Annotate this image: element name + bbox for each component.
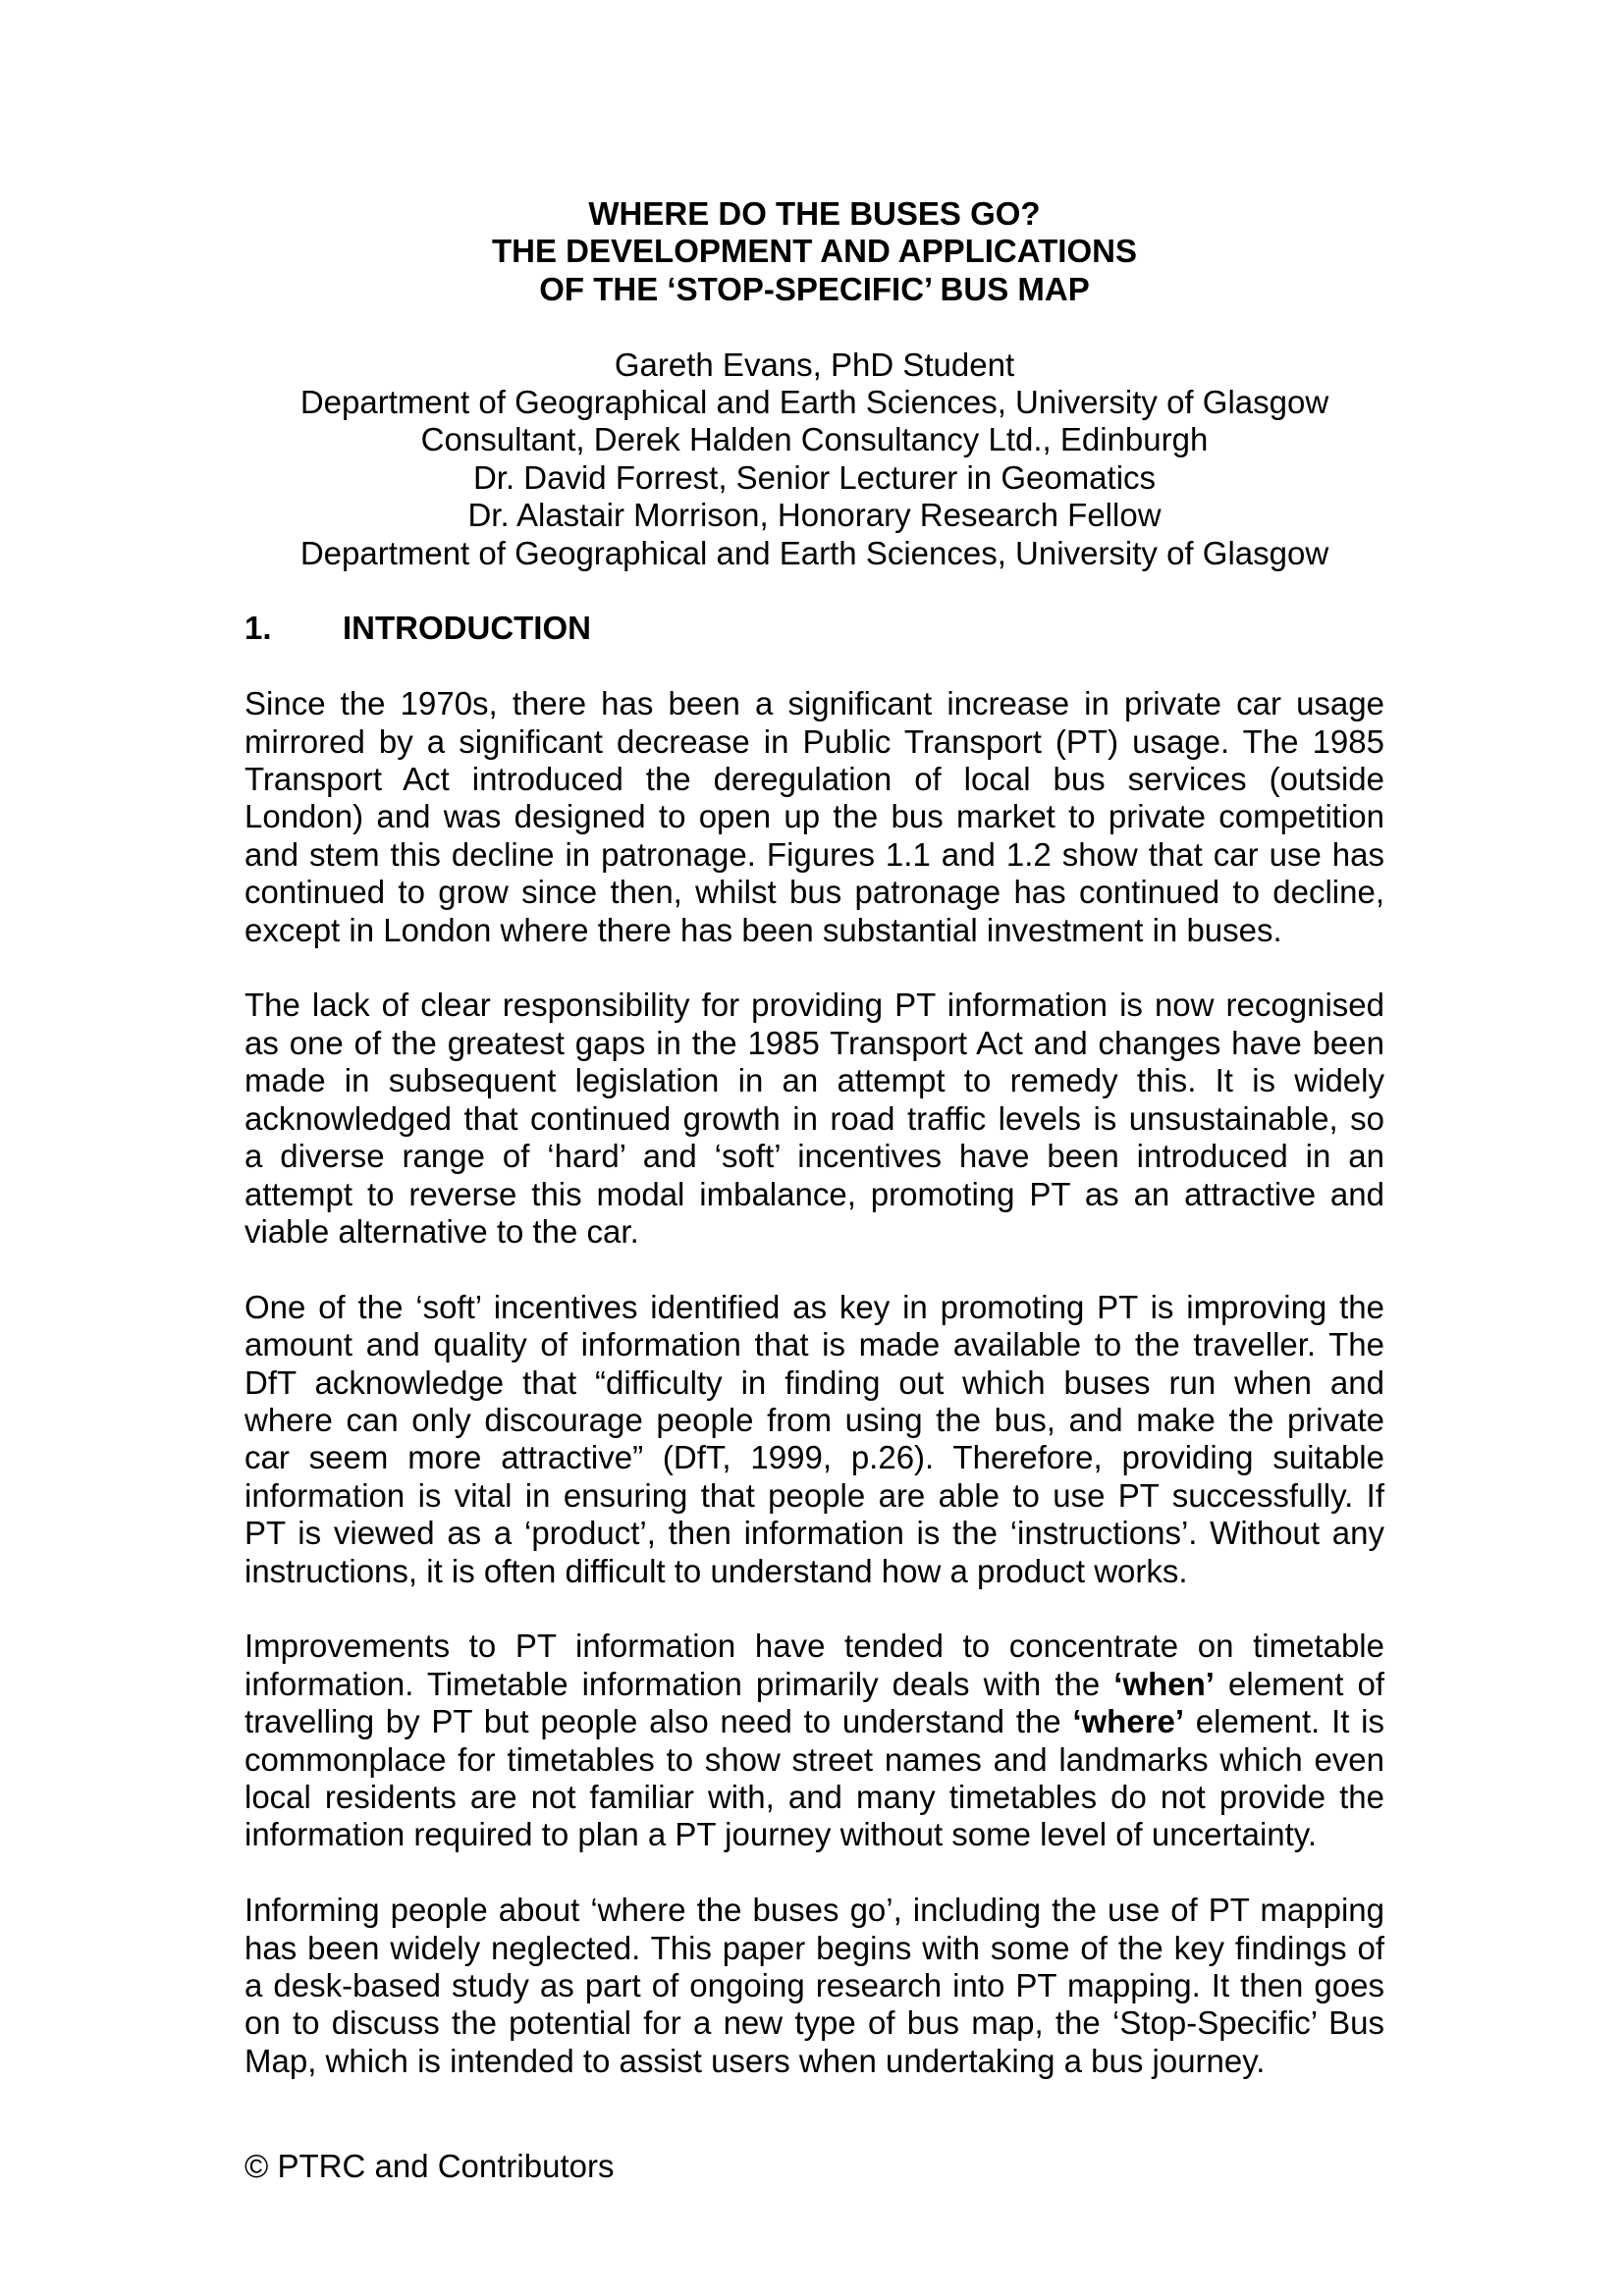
paragraph-line: DfT acknowledge that “difficulty in finding out which buses run when and xyxy=(244,1363,1384,1401)
paragraph-line: as one of the greatest gaps in the 1985 Transport Act and changes have been xyxy=(244,1024,1384,1061)
paragraph xyxy=(244,1892,1384,2080)
paragraph xyxy=(244,1628,1384,1853)
paragraph-line: Informing people about ‘where the buses go’, including the use of PT mapping xyxy=(244,1892,1384,1929)
introduction-section xyxy=(244,685,1384,2080)
paragraph-line: where can only discourage people from using the bus, and make the private xyxy=(244,1401,1384,1438)
paper-title-line: OF THE ‘STOP-SPECIFIC’ BUS MAP xyxy=(539,270,1090,307)
paragraph xyxy=(244,987,1384,1251)
author-line: Dr. Alastair Morrison, Honorary Research Fellow xyxy=(467,497,1162,534)
paragraph-line: Improvements to PT information have tended to concentrate on timetable xyxy=(244,1628,1384,1665)
paragraph-line: except in London where there has been substantial investment in buses. xyxy=(244,911,1282,948)
paragraph-line: continued to grow since then, whilst bus patronage has continued to decline, xyxy=(244,874,1384,911)
paragraph-line: has been widely neglected. This paper begins with some of the key findings of xyxy=(244,1929,1384,1966)
paragraph-line: mirrored by a significant decrease in Public Transport (PT) usage. The 1985 xyxy=(244,722,1384,760)
paragraph-line: Transport Act introduced the deregulation of local bus services (outside xyxy=(244,761,1384,798)
paragraph-line: PT is viewed as a ‘product’, then information is the ‘instructions’. Without any xyxy=(244,1515,1384,1552)
paragraph-line: attempt to reverse this modal imbalance, promoting PT as an attractive and xyxy=(244,1175,1384,1212)
paragraph-line: made in subsequent legislation in an attempt to remedy this. It is widely xyxy=(244,1062,1384,1099)
author-line: Dr. David Forrest, Senior Lecturer in Geomatics xyxy=(472,458,1157,496)
author-line: Gareth Evans, PhD Student xyxy=(614,346,1015,383)
paragraph-line: viable alternative to the car. xyxy=(244,1212,639,1250)
paper-title-line: THE DEVELOPMENT AND APPLICATIONS xyxy=(492,233,1137,270)
paragraph-line: One of the ‘soft’ incentives identified as key in promoting PT is improving the xyxy=(244,1288,1384,1325)
author-line: Department of Geographical and Earth Sciences, University of Glasgow xyxy=(299,384,1329,421)
paragraph-line: instructions, it is often difficult to understand how a product works. xyxy=(244,1552,1188,1589)
paragraph xyxy=(244,1289,1384,1590)
paragraph-line: local residents are not familiar with, and many timetables do not provide the xyxy=(244,1778,1384,1815)
paragraph-line: a desk-based study as part of ongoing research into PT mapping. It then goes xyxy=(244,1966,1384,2003)
paragraph xyxy=(244,685,1384,949)
paragraph-line: Since the 1970s, there has been a significant increase in private car usage xyxy=(244,685,1384,722)
section-number: 1. xyxy=(244,610,272,647)
paper-title-line: WHERE DO THE BUSES GO? xyxy=(588,195,1041,232)
paragraph-line: information. Timetable information primarily deals with the ‘when’ element of xyxy=(244,1665,1384,1702)
paragraph-line: Map, which is intended to assist users when undertaking a bus journey. xyxy=(244,2042,1266,2079)
paragraph-line: car seem more attractive” (DfT, 1999, p.26). Therefore, providing suitable xyxy=(244,1439,1384,1476)
paragraph-line: London) and was designed to open up the bus market to private competition xyxy=(244,798,1384,835)
section-heading xyxy=(244,610,1384,647)
copyright-footer: © PTRC and Contributors xyxy=(244,2148,615,2184)
author-block xyxy=(244,347,1384,572)
paragraph-line: information required to plan a PT journey without some level of uncertainty. xyxy=(244,1816,1318,1853)
section-title: INTRODUCTION xyxy=(343,610,591,647)
author-line: Consultant, Derek Halden Consultancy Ltd., Edinburgh xyxy=(420,421,1209,458)
paragraph-line: information is vital in ensuring that people are able to use PT successfully. If xyxy=(244,1476,1384,1514)
paragraph-line: and stem this decline in patronage. Figures 1.1 and 1.2 show that car use has xyxy=(244,835,1384,873)
author-line: Department of Geographical and Earth Sciences, University of Glasgow xyxy=(299,534,1329,571)
paragraph-line: travelling by PT but people also need to understand the ‘where’ element. It is xyxy=(244,1703,1384,1740)
paragraph-line: on to discuss the potential for a new type of bus map, the ‘Stop-Specific’ Bus xyxy=(244,2004,1384,2042)
paragraph-line: a diverse range of ‘hard’ and ‘soft’ incentives have been introduced in an xyxy=(244,1138,1384,1175)
paragraph-line: The lack of clear responsibility for providing PT information is now recognised xyxy=(244,987,1384,1024)
paragraph-line: acknowledged that continued growth in road traffic levels is unsustainable, so xyxy=(244,1099,1384,1137)
paper-title xyxy=(244,195,1384,308)
paragraph-line: commonplace for timetables to show street names and landmarks which even xyxy=(244,1740,1384,1778)
paragraph-line: amount and quality of information that is made available to the traveller. The xyxy=(244,1326,1384,1363)
